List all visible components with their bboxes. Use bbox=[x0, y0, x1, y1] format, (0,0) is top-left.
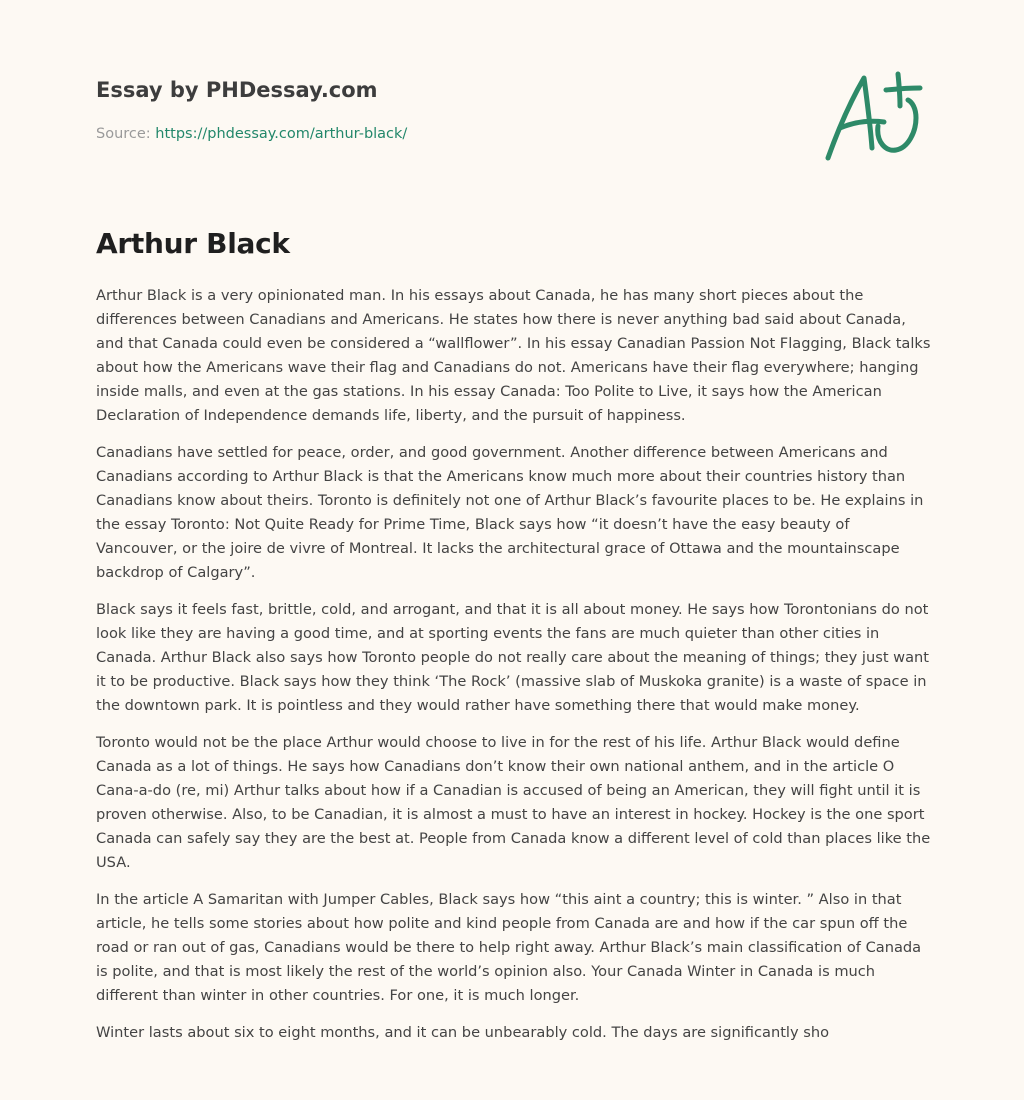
source-link[interactable]: https://phdessay.com/arthur-black/ bbox=[155, 126, 408, 142]
a-plus-grade-icon bbox=[820, 66, 930, 166]
source-label: Source: bbox=[96, 126, 156, 142]
source-line bbox=[96, 124, 796, 144]
essay-paragraph: Arthur Black is a very opinionated man. In his essays about Canada, he has many short pieces about the differences between Canadians and Americans. He states how there is never anything bad said about Canada, and that Canada could even be considered a “wallflower”. In his essay Canadian Passion Not Flagging, Black talks about how the Americans wave their flag and Canadians do not. Americans have their flag everywhere; hanging inside malls, and even at the gas stations. In his essay Canada: Too Polite to Live, it says how the American Declaration of Independence demands life, liberty, and the pursuit of happiness. bbox=[96, 287, 931, 424]
essay-paragraph: Winter lasts about six to eight months, and it can be unbearably cold. The days are significantly sho bbox=[96, 1024, 830, 1041]
essay-paragraph: In the article A Samaritan with Jumper Cables, Black says how “this aint a country; this is winter. ” Also in that article, he tells some stories about how polite and kind people from Canada are and how if the car spun off the road or ran out of gas, Canadians would be there to help right away. Arthur Black’s main classification of Canada is polite, and that is most likely the rest of the world’s opinion also. Your Canada Winter in Canada is much different than winter in other countries. For one, it is much longer. bbox=[96, 891, 922, 1004]
essay-body bbox=[96, 284, 932, 1058]
essay-paragraph: Toronto would not be the place Arthur would choose to live in for the rest of his life. Arthur Black would define Canada as a lot of things. He says how Canadians don’t know their own national anthem, and in the article O Cana-a-do (re, mi) Arthur talks about how if a Canadian is accused of being an American, they will fight until it is proven otherwise. Also, to be Canadian, it is almost a must to have an interest in hockey. Hockey is the one sport Canada can safely say they are the best at. People from Canada know a different level of cold than places like the USA. bbox=[96, 734, 931, 871]
site-brand: Essay by PHDessay.com bbox=[96, 78, 378, 102]
essay-title: Arthur Black bbox=[96, 227, 290, 260]
essay-header bbox=[96, 76, 796, 144]
essay-paragraph: Black says it feels fast, brittle, cold, and arrogant, and that it is all about money. He says how Torontonians do not look like they are having a good time, and at sporting events the fans are much quieter than other cities in Canada. Arthur Black also says how Toronto people do not really care about the meaning of things; they just want it to be productive. Black says how they think ‘The Rock’ (massive slab of Muskoka granite) is a waste of space in the downtown park. It is pointless and they would rather have something there that would make money. bbox=[96, 601, 930, 714]
essay-paragraph: Canadians have settled for peace, order, and good government. Another difference between Americans and Canadians according to Arthur Black is that the Americans know much more about their countries history than Canadians know about theirs. Toronto is definitely not one of Arthur Black’s favourite places to be. He explains in the essay Toronto: Not Quite Ready for Prime Time, Black says how “it doesn’t have the easy beauty of Vancouver, or the joire de vivre of Montreal. It lacks the architectural grace of Ottawa and the mountainscape backdrop of Calgary”. bbox=[96, 444, 924, 581]
